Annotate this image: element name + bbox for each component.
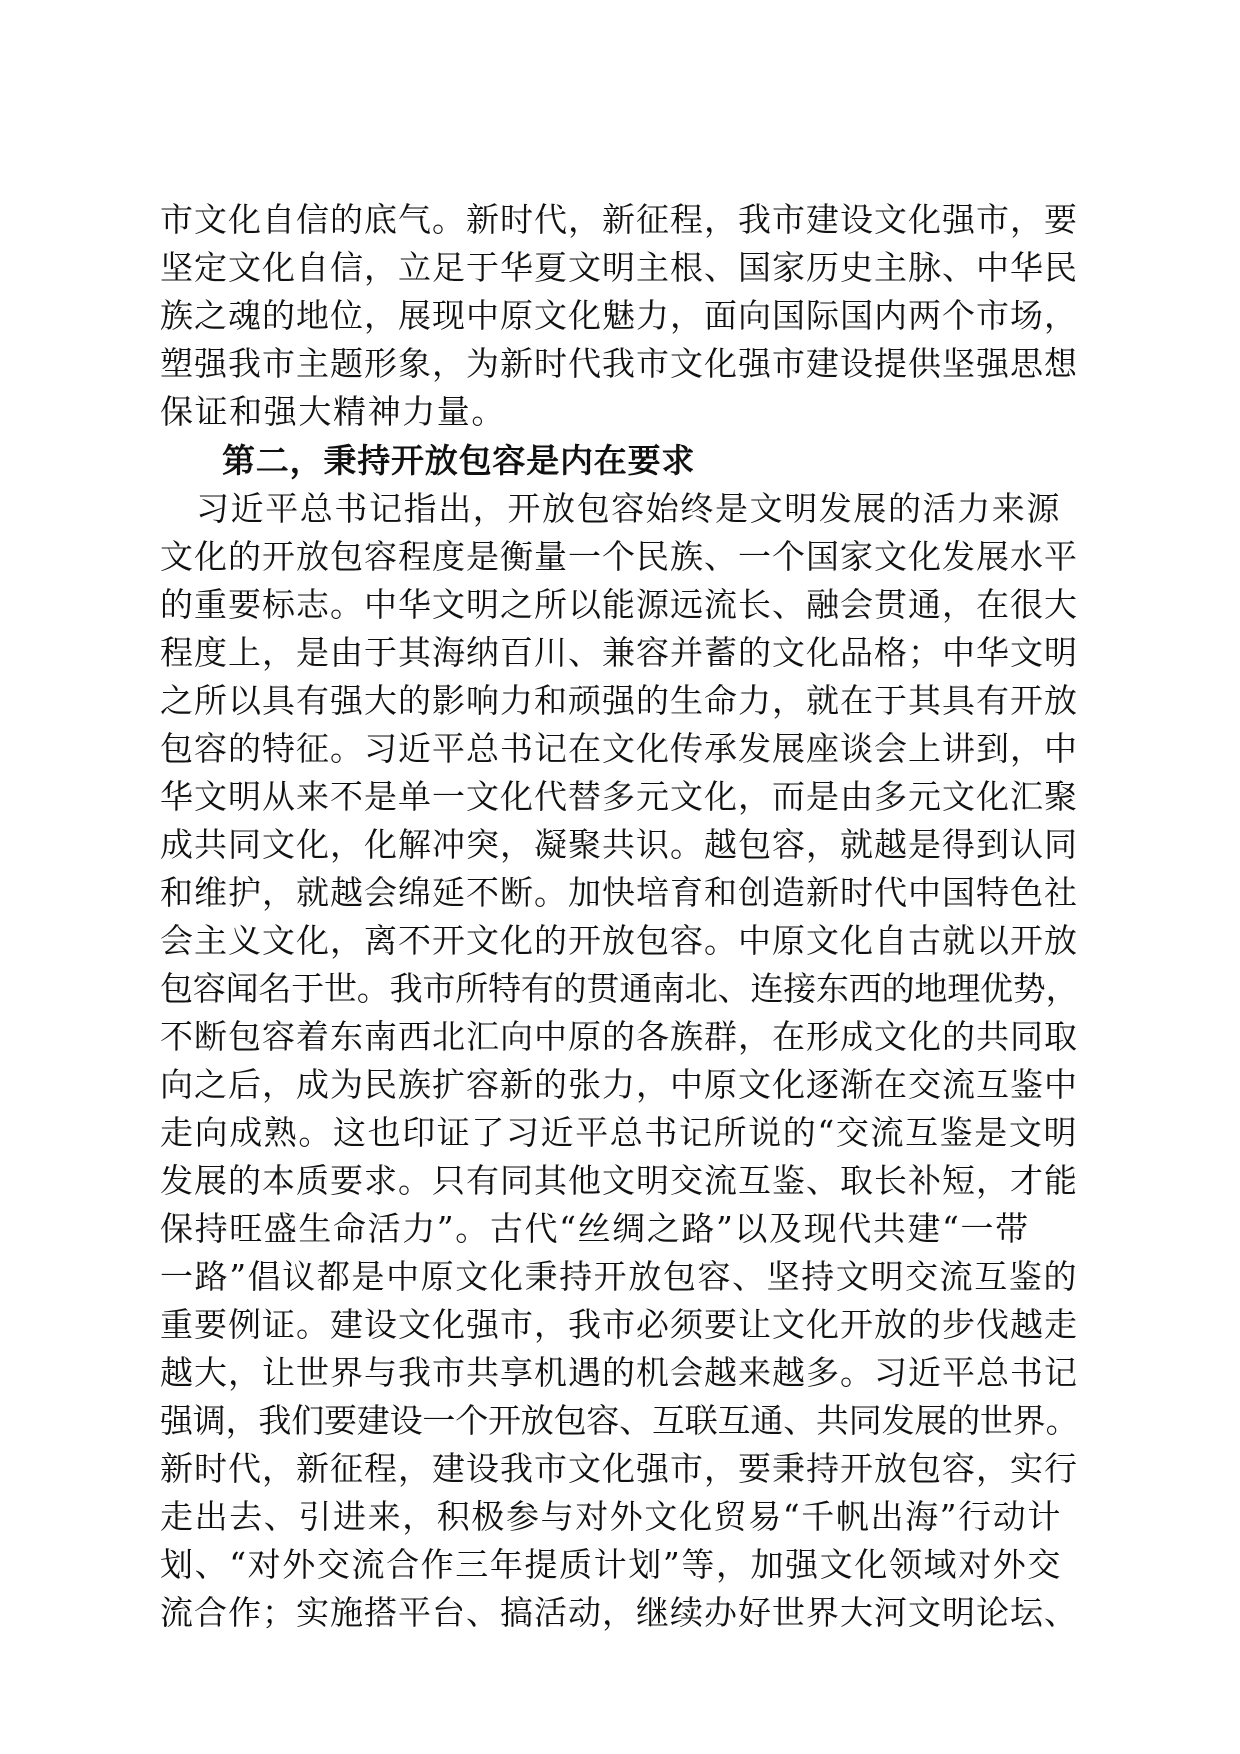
- text-line: 重要例证。建设文化强市，我市必须要让文化开放的步伐越走: [160, 1305, 1078, 1344]
- text-line: 市文化自信的底气。新时代，新征程，我市建设文化强市，要: [160, 200, 1078, 239]
- text-line: 习近平总书记指出，开放包容始终是文明发展的活力来源: [196, 489, 1061, 528]
- text-line: 划、“对外交流合作三年提质计划”等，加强文化领域对外交: [160, 1545, 1062, 1584]
- text-line: 族之魂的地位，展现中原文化魅力，面向国际国内两个市场，: [160, 296, 1078, 335]
- text-line: 新时代，新征程，建设我市文化强市，要秉持开放包容，实行: [160, 1449, 1078, 1488]
- text-line: 华文明从来不是单一文化代替多元文化，而是由多元文化汇聚: [160, 777, 1078, 816]
- text-line: 文化的开放包容程度是衡量一个民族、一个国家文化发展水平: [160, 537, 1078, 576]
- text-line: 走向成熟。这也印证了习近平总书记所说的“交流互鉴是文明: [160, 1113, 1079, 1152]
- text-line: 越大，让世界与我市共享机遇的机会越来越多。习近平总书记: [160, 1353, 1078, 1392]
- text-line: 一路”倡议都是中原文化秉持开放包容、坚持文明交流互鉴的: [160, 1257, 1079, 1296]
- text-line: 包容闻名于世。我市所特有的贯通南北、连接东西的地理优势，: [160, 969, 1079, 1008]
- text-line: 之所以具有强大的影响力和顽强的生命力，就在于其具有开放: [160, 681, 1078, 720]
- text-line: 会主义文化，离不开文化的开放包容。中原文化自古就以开放: [160, 921, 1078, 960]
- text-line: 向之后，成为民族扩容新的张力，中原文化逐渐在交流互鉴中: [160, 1065, 1078, 1104]
- text-line: 坚定文化自信，立足于华夏文明主根、国家历史主脉、中华民: [160, 248, 1078, 287]
- section-heading: 第二，秉持开放包容是内在要求: [222, 441, 696, 480]
- text-line: 不断包容着东南西北汇向中原的各族群，在形成文化的共同取: [160, 1017, 1078, 1056]
- text-line: 的重要标志。中华文明之所以能源远流长、融会贯通，在很大: [160, 585, 1078, 624]
- text-line: 程度上，是由于其海纳百川、兼容并蓄的文化品格；中华文明: [160, 633, 1078, 672]
- text-line: 发展的本质要求。只有同其他文明交流互鉴、取长补短，才能: [160, 1161, 1078, 1200]
- text-line: 包容的特征。习近平总书记在文化传承发展座谈会上讲到，中: [160, 729, 1078, 768]
- text-line: 塑强我市主题形象，为新时代我市文化强市建设提供坚强思想: [160, 344, 1078, 383]
- text-line: 和维护，就越会绵延不断。加快培育和创造新时代中国特色社: [160, 873, 1078, 912]
- text-line: 走出去、引进来，积极参与对外文化贸易“千帆出海”行动计: [160, 1497, 1062, 1536]
- text-line: 强调，我们要建设一个开放包容、互联互通、共同发展的世界。: [160, 1401, 1079, 1440]
- text-line: 成共同文化，化解冲突，凝聚共识。越包容，就越是得到认同: [160, 825, 1078, 864]
- text-line: 流合作；实施搭平台、搞活动，继续办好世界大河文明论坛、: [160, 1593, 1078, 1632]
- text-line: 保证和强大精神力量。: [160, 392, 506, 431]
- text-line: 保持旺盛生命活力”。古代“丝绸之路”以及现代共建“一带: [160, 1209, 1030, 1248]
